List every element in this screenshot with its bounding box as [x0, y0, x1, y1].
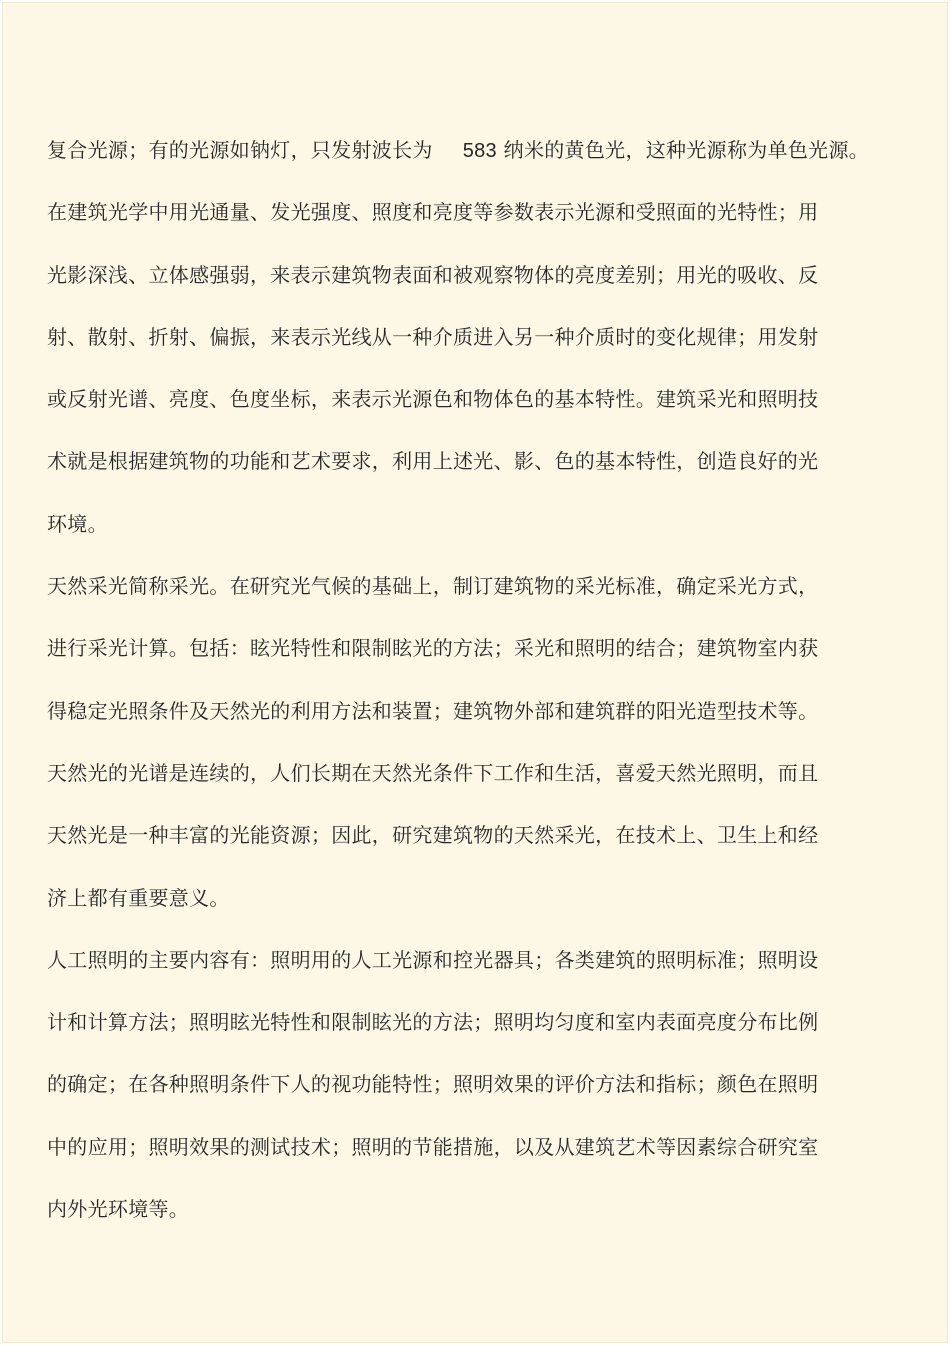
text-line: 得稳定光照条件及天然光的利用方法和装置；建筑物外部和建筑群的阳光造型技术等。 [47, 698, 819, 723]
text-line-segment: 纳米的黄色光，这种光源称为单色光源。 [496, 138, 870, 162]
text-line: 进行采光计算。包括：眩光特性和限制眩光的方法；采光和照明的结合；建筑物室内获 [47, 636, 819, 661]
text-line: 或反射光谱、亮度、色度坐标，来表示光源色和物体色的基本特性。建筑采光和照明技 [47, 387, 819, 412]
text-line: 天然光是一种丰富的光能资源；因此，研究建筑物的天然采光，在技术上、卫生上和经 [47, 823, 819, 848]
text-line: 济上都有重要意义。 [47, 885, 230, 910]
text-line: 天然采光简称采光。在研究光气候的基础上，制订建筑物的采光标准，确定采光方式， [47, 574, 819, 599]
text-line: 人工照明的主要内容有：照明用的人工光源和控光器具；各类建筑的照明标准；照明设 [47, 947, 819, 972]
text-line: 光影深浅、立体感强弱，来表示建筑物表面和被观察物体的亮度差别；用光的吸收、反 [47, 262, 819, 287]
text-line: 在建筑光学中用光通量、发光强度、照度和亮度等参数表示光源和受照面的光特性；用 [47, 200, 819, 225]
text-line: 的确定；在各种照明条件下人的视功能特性；照明效果的评价方法和指标；颜色在照明 [47, 1072, 819, 1097]
text-line: 内外光环境等。 [47, 1197, 190, 1222]
text-line: 中的应用；照明效果的测试技术；照明的节能措施，以及从建筑艺术等因素综合研究室 [47, 1134, 819, 1159]
text-line: 计和计算方法；照明眩光特性和限制眩光的方法；照明均匀度和室内表面亮度分布比例 [47, 1010, 819, 1035]
text-line [47, 132, 907, 194]
text-line: 天然光的光谱是连续的，人们长期在天然光条件下工作和生活，喜爱天然光照明，而且 [47, 760, 819, 785]
text-line: 环境。 [47, 511, 108, 536]
body-text [47, 132, 907, 1253]
text-line: 射、散射、折射、偏振，来表示光线从一种介质进入另一种介质时的变化规律；用发射 [47, 324, 819, 349]
wavelength-number: 583 [462, 140, 497, 162]
text-line-segment: 复合光源；有的光源如钠灯，只发射波长为 [47, 138, 433, 162]
document-page [2, 2, 948, 1343]
text-line: 术就是根据建筑物的功能和艺术要求，利用上述光、影、色的基本特性，创造良好的光 [47, 449, 819, 474]
